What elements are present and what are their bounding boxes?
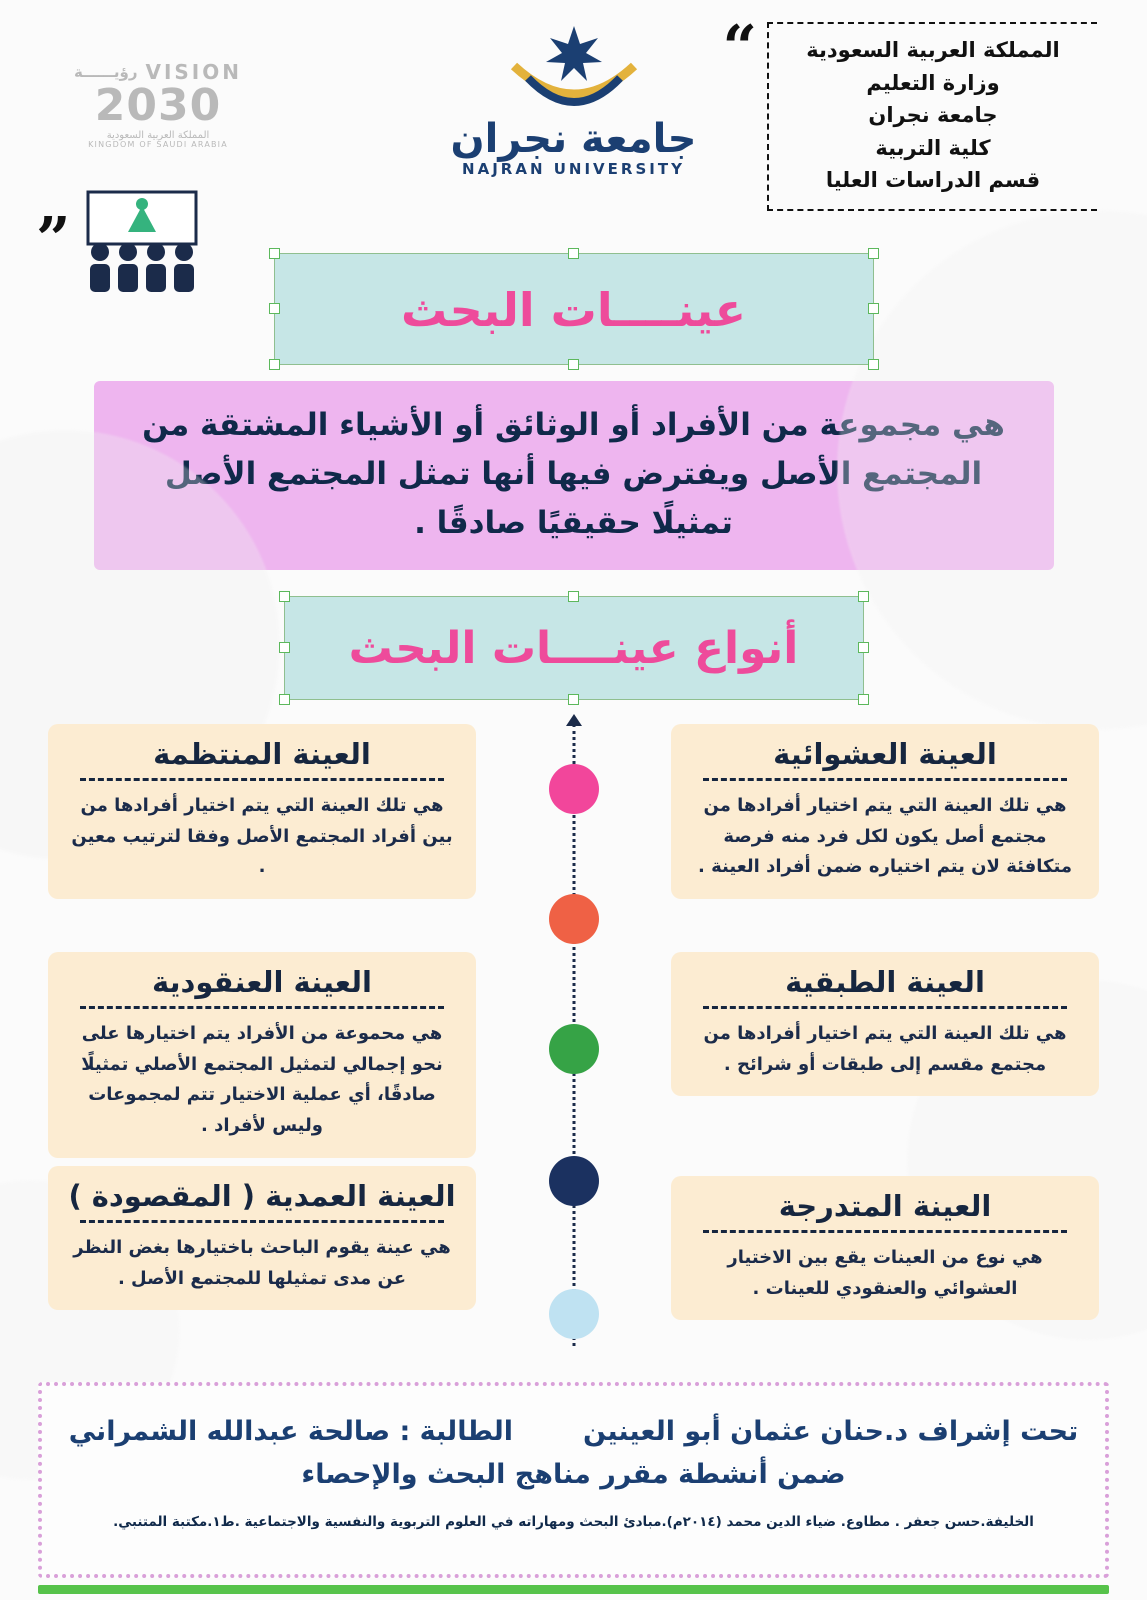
timeline-dot	[549, 1289, 599, 1339]
affiliation-line: جامعة نجران	[868, 103, 998, 128]
supervisor-name: تحت إشراف د.حنان عثمان أبو العينين	[583, 1416, 1079, 1447]
card-text: هي تلك العينة التي يتم اختيار أفرادها من مجتمع أصل يكون لكل فرد منه فرصة متكافئة لان يتم اختياره ضمن أفراد العينة .	[698, 795, 1072, 878]
card-text: هي عينة يقوم الباحث باختيارها بغض النظر عن مدى تمثيلها للمجتمع الأصل .	[73, 1237, 451, 1289]
section-title: أنواع عينــــات البحث	[348, 622, 799, 674]
card-text: هي نوع من العينات يقع بين الاختيار العشوائي والعنقودي للعينات .	[727, 1247, 1043, 1299]
timeline-dot	[549, 1024, 599, 1074]
resize-handle[interactable]	[279, 642, 290, 653]
affiliation-line: وزارة التعليم	[866, 70, 1000, 95]
sample-type-card	[671, 724, 1099, 899]
university-logo	[424, 22, 724, 178]
card-divider	[80, 1006, 444, 1009]
resize-handle[interactable]	[868, 303, 879, 314]
vision-label-ar: رؤيــــــة	[74, 62, 138, 81]
resize-handle[interactable]	[269, 359, 280, 370]
affiliation-block	[767, 22, 1097, 211]
najran-university-emblem-icon	[484, 22, 664, 118]
resize-handle[interactable]	[858, 694, 869, 705]
resize-handle[interactable]	[568, 694, 579, 705]
timeline-dot	[549, 764, 599, 814]
vision-label-en: VISION	[145, 60, 242, 84]
timeline	[0, 724, 1147, 1364]
card-divider	[703, 778, 1067, 781]
university-name-en: NAJRAN UNIVERSITY	[462, 160, 685, 178]
resize-handle[interactable]	[868, 248, 879, 259]
card-divider	[703, 1230, 1067, 1233]
resize-handle[interactable]	[568, 248, 579, 259]
card-title: العينة المنتظمة	[153, 736, 371, 771]
vision-subtitle-ar: المملكة العربية السعودية	[106, 130, 210, 141]
definition-box: هي مجموعة من الأفراد أو الوثائق أو الأشياء المشتقة من المجتمع الأصل ويفترض فيها أنها تمثل المجتمع الأصل تمثيلًا حقيقيًا صادقًا .	[94, 381, 1054, 570]
sample-type-card	[671, 1176, 1099, 1320]
card-divider	[80, 1220, 444, 1223]
resize-handle[interactable]	[568, 359, 579, 370]
card-title: العينة العمدية ( المقصودة )	[68, 1178, 456, 1213]
card-text: هي تلك العينة التي يتم اختيار أفرادها من مجتمع مقسم إلى طبقات أو شرائح .	[703, 1023, 1067, 1075]
resize-handle[interactable]	[269, 303, 280, 314]
card-text: هي محموعة من الأفراد يتم اختيارها على نحو إجمالي لتمثيل المجتمع الأصلي تمثيلًا صادقًا، أي عملية الاختيار تتم لمجموعات وليس لأفراد .	[81, 1023, 443, 1136]
main-title-box	[274, 253, 874, 365]
vision-2030-logo	[74, 60, 242, 149]
decorative-blob	[837, 210, 1147, 730]
vision-subtitle-en: KINGDOM OF SAUDI ARABIA	[88, 140, 228, 149]
footer-accent-bar	[38, 1585, 1109, 1594]
quote-close-mark: ”	[36, 205, 71, 275]
page-title: عينــــات البحث	[400, 283, 747, 337]
timeline-arrow-icon	[566, 714, 582, 726]
sample-type-card	[48, 952, 476, 1158]
sample-type-card	[671, 952, 1099, 1096]
resize-handle[interactable]	[858, 642, 869, 653]
resize-handle[interactable]	[858, 591, 869, 602]
timeline-dot	[549, 894, 599, 944]
course-name: ضمن أنشطة مقرر مناهج البحث والإحصاء	[301, 1459, 846, 1490]
student-name: الطالبة : صالحة عبدالله الشمراني	[68, 1416, 514, 1447]
resize-handle[interactable]	[269, 248, 280, 259]
poster-header	[0, 0, 1147, 275]
resize-handle[interactable]	[868, 359, 879, 370]
resize-handle[interactable]	[279, 591, 290, 602]
vision-year: 2030	[94, 80, 222, 131]
affiliation-line: المملكة العربية السعودية	[806, 38, 1060, 62]
card-title: العينة العشوائية	[773, 736, 997, 771]
reference-citation: الخليفة.حسن جعفر . مطاوع. ضياء الدين محمد (٢٠١٤م).مبادئ البحث ومهاراته في العلوم التربوية والنفسية والاجتماعية .ط١.مكتبة المتنبي.	[113, 1514, 1034, 1530]
poster-footer	[38, 1382, 1109, 1578]
resize-handle[interactable]	[279, 694, 290, 705]
card-text: هي تلك العينة التي يتم اختيار أفرادها من بين أفراد المجتمع الأصل وفقا لترتيب معين .	[71, 795, 453, 878]
quote-open-mark: “	[722, 13, 757, 83]
sample-type-card	[48, 724, 476, 899]
card-title: العينة المتدرجة	[778, 1188, 992, 1223]
card-divider	[703, 1006, 1067, 1009]
card-title: العينة العنقودية	[151, 964, 372, 999]
affiliation-line: كلية التربية	[875, 135, 991, 160]
resize-handle[interactable]	[568, 591, 579, 602]
sample-type-card	[48, 1166, 476, 1310]
affiliation-line: قسم الدراسات العليا	[825, 168, 1041, 193]
card-divider	[80, 778, 444, 781]
types-title-box	[284, 596, 864, 700]
timeline-dot	[549, 1156, 599, 1206]
university-name-ar: جامعة نجران	[450, 116, 697, 162]
card-title: العينة الطبقية	[785, 964, 985, 999]
group-presentation-icon	[70, 190, 215, 295]
